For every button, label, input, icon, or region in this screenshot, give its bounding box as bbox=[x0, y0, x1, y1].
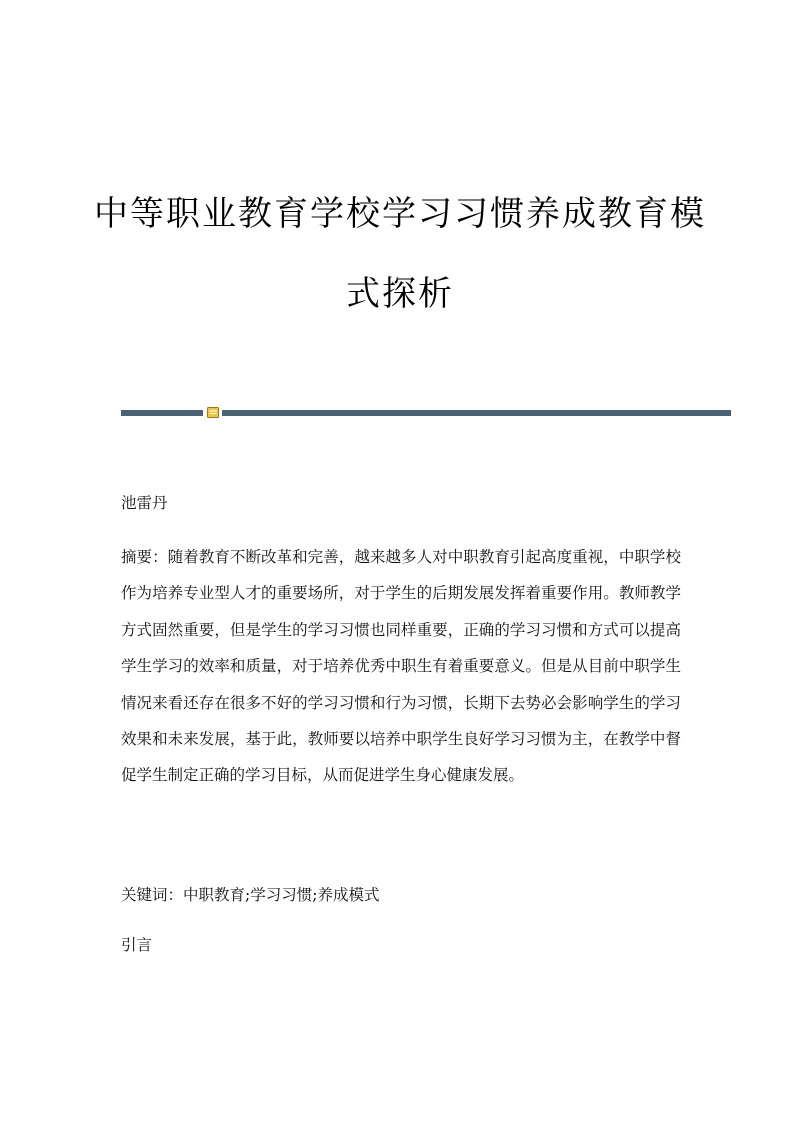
abstract-paragraph: 摘要：随着教育不断改革和完善，越来越多人对中职教育引起高度重视，中职学校作为培养专业型人才的重要场所，对于学生的后期发展发挥着重要作用。教师教学方式固然重要，但是学生的学习习惯也同样重要，正确的学习习惯和方式可以提高学生学习的效率和质量，对于培养优秀中职生有着重要意义。但是从目前中职学生情况来看还存在很多不好的学习习惯和行为习惯，长期下去势必会影响学生的学习效果和未来发展，基于此，教师要以培养中职学生良好学习习惯为主，在教学中督促学生制定正确的学习目标，从而促进学生身心健康发展。 bbox=[121, 548, 681, 785]
keywords-line: 关键词：中职教育;学习习惯;养成模式 bbox=[121, 886, 380, 904]
document-title-line-2: 式探析 bbox=[346, 274, 454, 314]
document-title-line-1: 中等职业教育学校学习习惯养成教育模 bbox=[94, 194, 706, 234]
document-badge-icon bbox=[207, 407, 219, 418]
section-heading-introduction: 引言 bbox=[121, 936, 153, 954]
author-name: 池雷丹 bbox=[121, 494, 168, 512]
divider-bar-right bbox=[222, 410, 731, 416]
title-divider bbox=[121, 406, 731, 420]
divider-bar-left bbox=[121, 410, 203, 416]
